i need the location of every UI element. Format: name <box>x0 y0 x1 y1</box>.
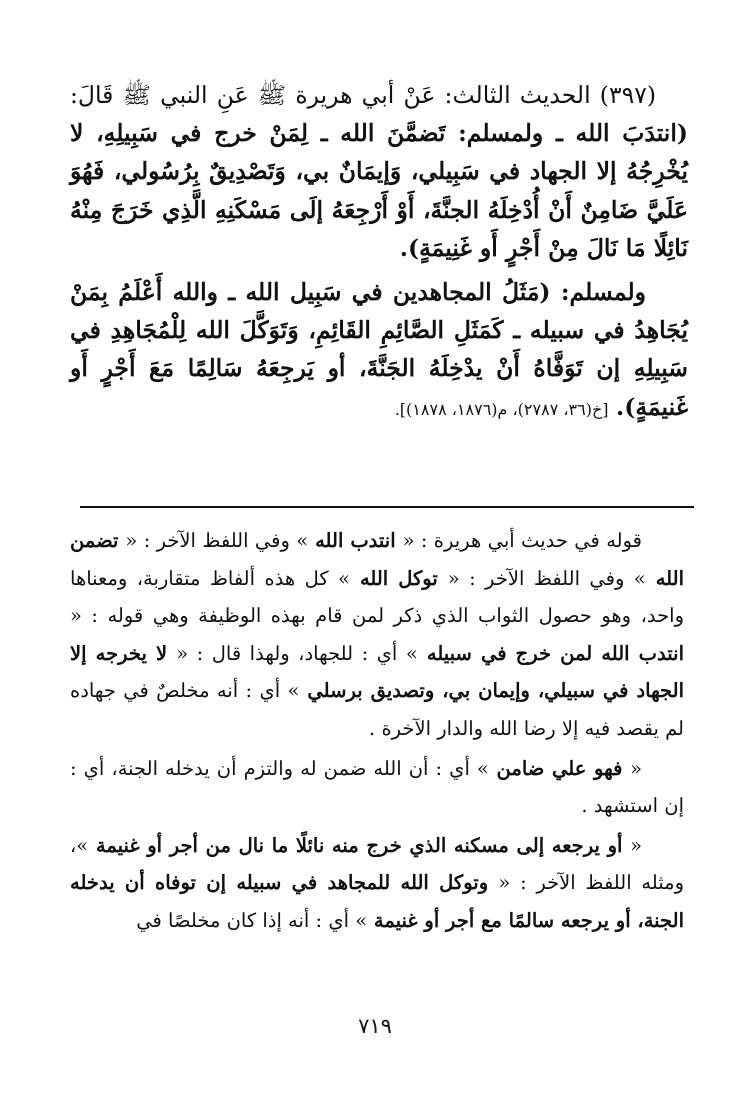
hadith-matn: (انتدَبَ الله ـ ولمسلم: تَضمَّنَ الله ـ لِمَنْ خرج في سَبِيلِهِ، لا يُخْرِجُهُ إلا الجهاد في سَبِيلي، وَإيمَانٌ بي، وَتَصْدِيقٌ بِرُسُولي، فَهُوَ عَلَيَّ ضَامِنٌ أَنْ أُدْخِلَهُ الجنَّةَ، أَوْ أَرْجِعَهُ إلَى مَسْكَنِهِ الَّذِي خَرَجَ مِنْهُ نَائِلًا مَا نَالَ مِنْ أَجْرٍ أَو غَنِيمَةٍ). <box>70 119 688 262</box>
footnote-divider <box>80 506 694 508</box>
quoted-phrase: توكل الله <box>349 566 448 590</box>
hadith-intro: (٣٩٧) الحديث الثالث: عَنْ أبي هريرة ﷺ عَنِ النبي ﷺ قَالَ: <box>70 81 656 109</box>
hadith-text-block <box>70 76 688 429</box>
commentary-text: « <box>630 833 642 857</box>
commentary-text: »، ومثله اللفظ الآخر : « <box>70 833 684 895</box>
commentary-paragraph <box>70 750 684 825</box>
commentary-text: » وفي اللفظ الآخر : « <box>447 566 646 590</box>
quoted-phrase: فهو علي ضامن <box>488 756 631 780</box>
hadith-paragraph <box>70 76 688 267</box>
hadith-reference: [خ(٣٦، ٢٧٨٧)، م(١٨٧٦، ١٨٧٨)]. <box>394 399 609 419</box>
page-number: ٧١٩ <box>358 1014 392 1038</box>
commentary-text: « <box>630 756 642 780</box>
commentary-text: قوله في حديث أبي هريرة : « <box>402 529 642 552</box>
commentary-paragraph <box>70 827 684 940</box>
commentary-text: » أي : أنه مخلصٌ في جهاده لم يقصد فيه إلا رضا الله والدار الآخرة . <box>70 679 684 740</box>
commentary-text: » وفي اللفظ الآخر : « <box>125 529 309 552</box>
quoted-phrase: وتوكل الله للمجاهد في سبيله إن توفاه أن يدخله الجنة، أو يرجعه سالمًا مع أجر أو غنيمة <box>70 871 684 932</box>
quoted-phrase: انتدب الله لمن خرج في سبيله <box>417 641 684 665</box>
hadith-paragraph-muslim <box>70 273 688 429</box>
quoted-phrase: أو يرجعه إلى مسكنه الذي خرج منه نائلًا ما نال من أجر أو غنيمة <box>88 833 631 857</box>
hadith-matn-muslim: ولمسلم: (مَثَلُ المجاهدين في سَبِيل الله ـ والله أَعْلَمُ بِمَنْ يُجَاهِدُ في سبيله ـ كَمَثَلِ الصَّائِمِ القَائِمِ، وَتَوَكَّلَ الله لِلْمُجَاهِدِ في سَبِيلِهِ إن تَوَفَّاهُ أَنْ يدْخِلَهُ الجَنَّةَ، أو يَرجِعَهُ سَالِمًا مَعَ أَجْرٍ أَو غَنيمَةٍ). <box>70 278 688 421</box>
commentary-paragraph <box>70 522 684 748</box>
commentary-text: » أي : أن الله ضمن له والتزم أن يدخله الجنة، أي : إن استشهد . <box>70 756 684 818</box>
quoted-phrase: لا يخرجه إلا الجهاد في سبيلي، وإيمان بي، وتصديق برسلي <box>70 641 684 703</box>
commentary-text: » أي : للجهاد، ولهذا قال : « <box>176 641 418 665</box>
quoted-phrase: تضمن الله <box>70 529 684 590</box>
commentary-text: » أي : أنه إذا كان مخلصًا في <box>136 908 368 932</box>
commentary-text: » كل هذه ألفاظ متقاربة، ومعناها واحد، وهو حصول الثواب الذي ذكر لمن قام بهذه الوظيفة وهي قوله : « <box>70 566 684 628</box>
commentary-block <box>70 522 684 940</box>
quoted-phrase: انتدب الله <box>308 529 403 552</box>
